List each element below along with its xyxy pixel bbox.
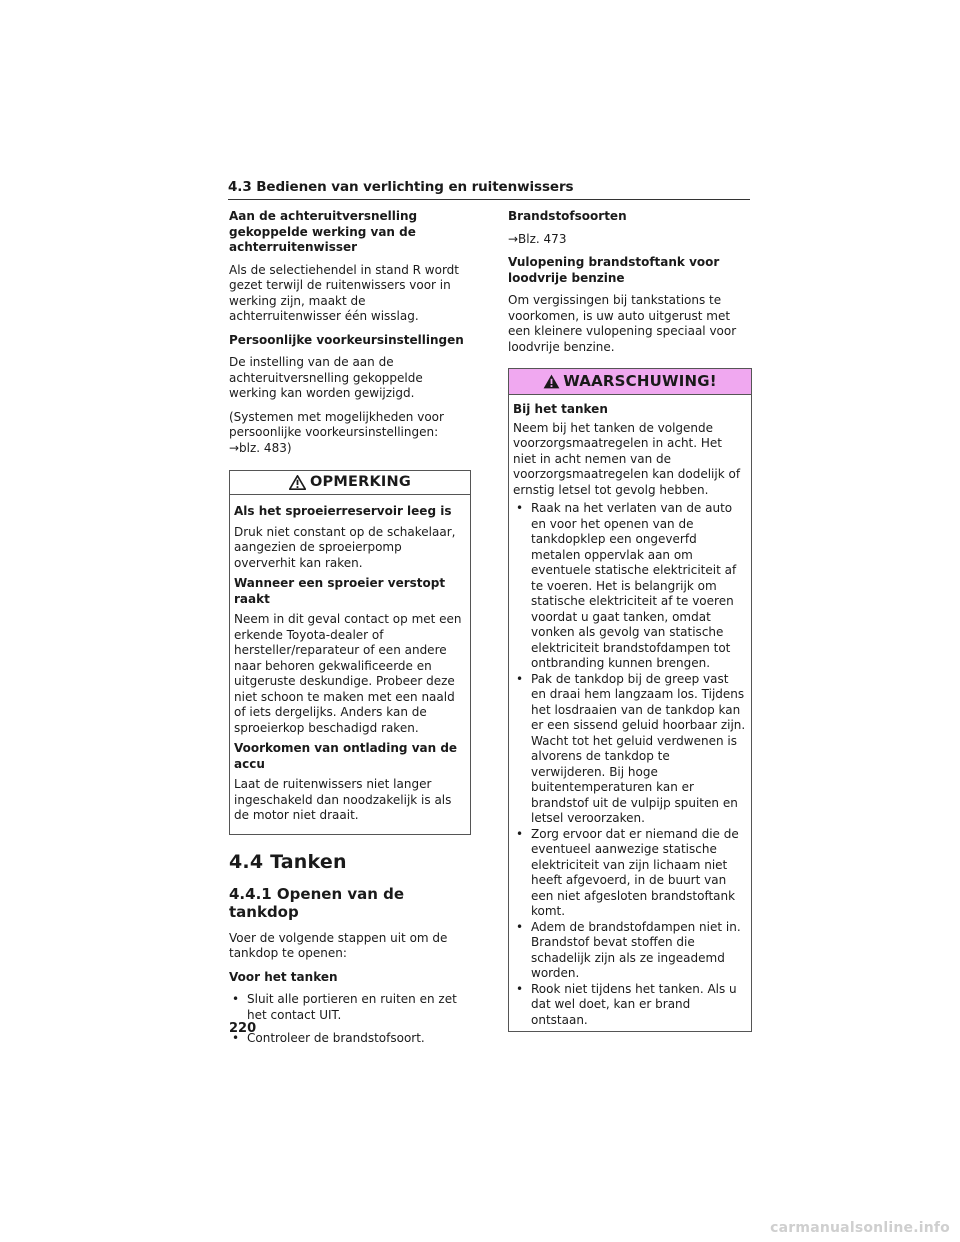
watermark: carmanualsonline.info	[770, 1220, 950, 1236]
paragraph-personal-settings: De instelling van de aan de achteruitversnelling gekoppelde werking kan worden gewijzigd.	[229, 355, 423, 400]
heading-filler-opening: Vulopening brandstoftank voor loodvrije benzine	[508, 255, 720, 285]
notice-paragraph-clogged-nozzle: Neem in dit geval contact op met een erkende Toyota-dealer of hersteller/reparateur of een andere naar behoren gekwalificeerde en uitgeruste deskundige. Probeer deze niet schoon te maken met een naald of iets dergelijks. Anders kan de sproeierkop beschadigd raken.	[234, 612, 462, 735]
warning-paragraph-refueling: Neem bij het tanken de volgende voorzorgsmaatregelen in acht. Het niet in acht nemen van de voorzorgsmaatregelen kan dodelijk of ernstig letsel tot gevolg hebben.	[513, 420, 741, 497]
notice-heading-empty-reservoir: Als het sproeierreservoir leeg is	[234, 504, 452, 518]
notice-heading-battery: Voorkomen van ontlading van de accu	[234, 741, 458, 771]
warning-body	[509, 395, 751, 1031]
warning-title: WAARSCHUWING!	[563, 372, 717, 390]
list-item: • Controleer de brandstofsoort.	[229, 1031, 471, 1047]
notice-box	[229, 470, 471, 835]
warning-title-bar	[509, 369, 751, 395]
paragraph-fuel-ref: →Blz. 473	[508, 231, 567, 246]
paragraph-steps-intro: Voer de volgende stappen uit om de tankdop te openen:	[229, 930, 448, 960]
section-header: 4.3 Bedienen van verlichting en ruitenwissers	[228, 179, 750, 200]
list-item: • Sluit alle portieren en ruiten en zet het contact UIT.	[229, 992, 471, 1023]
notice-title-bar	[230, 471, 470, 495]
heading-fuel-types: Brandstofsoorten	[508, 209, 627, 223]
list-item: • Adem de brandstofdampen niet in. Brandstof bevat stoffen die schadelijk zijn als ze ingeademd worden.	[513, 920, 747, 982]
notice-paragraph-battery: Laat de ruitenwissers niet langer ingeschakeld dan noodzakelijk is als de motor niet draait.	[234, 777, 452, 822]
notice-heading-clogged-nozzle: Wanneer een sproeier verstopt raakt	[234, 576, 446, 606]
notice-paragraph-empty-reservoir: Druk niet constant op de schakelaar, aangezien de sproeierpomp oververhit kan raken.	[234, 524, 456, 570]
warning-heading-refueling: Bij het tanken	[513, 402, 608, 416]
list-item: • Zorg ervoor dat er niemand die de eventueel aanwezige statische elektriciteit van zijn lichaam niet heeft afgevoerd, in de buurt van een niet afgesloten brandstoftank komt.	[513, 827, 747, 920]
notice-title: OPMERKING	[310, 474, 411, 490]
list-item: • Raak na het verlaten van de auto en voor het openen van de tankdopklep een ongeverfd metalen oppervlak aan om eventuele statische elektriciteit af te voeren. Het is belangrijk om statische elektriciteit af te voeren voordat u gaat tanken, omdat vonken als gevolg van statische elektriciteit brandstofdampen tot ontbranding kunnen brengen.	[513, 501, 747, 672]
paragraph-reverse-wiper: Als de selectiehendel in stand R wordt gezet terwijl de ruitenwissers voor in werking zijn, maakt de achterruitenwisser één wisslag.	[229, 262, 459, 323]
chapter-title: 4.4 Tanken	[229, 850, 347, 873]
paragraph-systems-ref: (Systemen met mogelijkheden voor persoonlijke voorkeursinstellingen: →blz. 483)	[229, 409, 444, 455]
list-item: • Rook niet tijdens het tanken. Als u dat wel doet, kan er brand ontstaan.	[513, 982, 747, 1029]
warning-triangle-icon	[289, 475, 306, 490]
subchapter-title: 4.4.1 Openen van de tankdop	[229, 884, 405, 921]
page-number: 220	[229, 1021, 257, 1036]
paragraph-filler-opening: Om vergissingen bij tankstations te voorkomen, is uw auto uitgerust met een kleinere vulopening speciaal voor loodvrije benzine.	[508, 293, 737, 354]
warning-triangle-icon	[543, 374, 560, 389]
left-column	[229, 209, 471, 1055]
heading-reverse-wiper: Aan de achteruitversnelling gekoppelde werking van de achterruitenwisser	[229, 209, 418, 254]
warning-list	[513, 501, 747, 1028]
right-column	[508, 209, 752, 1032]
heading-before-refuel: Voor het tanken	[229, 969, 338, 984]
notice-body	[230, 495, 470, 834]
heading-personal-settings: Persoonlijke voorkeursinstellingen	[229, 332, 464, 347]
list-item: • Pak de tankdop bij de greep vast en draai hem langzaam los. Tijdens het losdraaien van de tankdop kan er een sissend geluid hoorbaar zijn. Wacht tot het geluid verdwenen is alvorens de tankdop te verwijderen. Bij hoge buitentemperaturen kan er brandstof uit de vulpijp spuiten en letsel veroorzaken.	[513, 672, 747, 827]
warning-box	[508, 368, 752, 1032]
before-refuel-list	[229, 992, 471, 1047]
